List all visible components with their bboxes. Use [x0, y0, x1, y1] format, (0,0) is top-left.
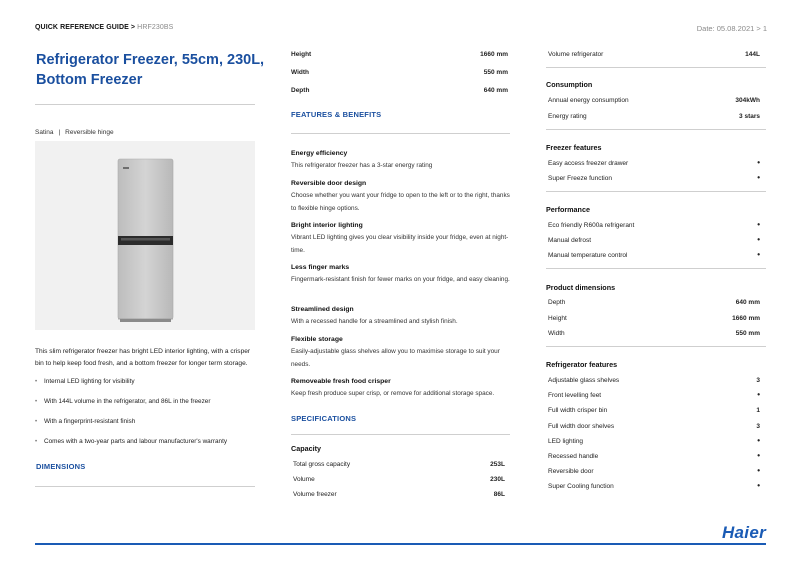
guide-label: QUICK REFERENCE GUIDE >	[35, 24, 136, 31]
spec-value: 640 mm	[483, 87, 508, 94]
table-row	[548, 237, 760, 244]
spec-label: Annual energy consumption	[548, 97, 629, 104]
table-row	[293, 461, 505, 468]
spec-label: Height	[548, 315, 567, 322]
consumption-heading: Consumption	[546, 80, 593, 89]
spec-value: •	[757, 235, 760, 244]
key-points-list	[35, 376, 257, 456]
feature-title: Streamlined design	[291, 306, 354, 313]
spec-label: Height	[291, 51, 312, 58]
feature-text: Choose whether you want your fridge to open to the left or to the right, thanks to flexible hinge options.	[291, 192, 510, 212]
spec-label: Super Freeze function	[548, 175, 612, 182]
feature-crisper	[291, 376, 511, 400]
table-row	[293, 476, 505, 483]
table-row	[548, 453, 760, 460]
table-row	[548, 407, 760, 414]
spec-label: Full width door shelves	[548, 423, 615, 430]
tag-finish: Satina	[35, 129, 54, 136]
feature-streamlined-design	[291, 304, 511, 328]
spec-label: Eco friendly R600a refrigerant	[548, 222, 635, 229]
table-row	[548, 175, 760, 182]
spec-value: 3	[756, 377, 760, 384]
spec-label: Easy access freezer drawer	[548, 160, 629, 167]
spec-label: Volume	[293, 476, 315, 483]
list-item: • Comes with a two-year parts and labour manufacturer's warranty	[35, 436, 257, 456]
table-row	[548, 113, 760, 120]
feature-text: Fingermark-resistant finish for fewer marks on your fridge, and easy cleaning.	[291, 276, 510, 283]
features-heading: FEATURES & BENEFITS	[291, 110, 382, 119]
table-row	[548, 51, 760, 58]
spec-value: 253L	[490, 461, 505, 468]
spec-value: 144L	[745, 51, 760, 58]
spec-label: Manual temperature control	[548, 252, 628, 259]
spec-label: Volume refrigerator	[548, 51, 604, 58]
list-item: • Internal LED lighting for visibility	[35, 376, 257, 396]
tag-hinge: Reversible hinge	[65, 129, 114, 136]
divider	[291, 133, 510, 134]
table-row	[548, 222, 760, 229]
fridge-freezer-image	[35, 141, 255, 330]
table-row	[548, 423, 760, 430]
feature-finger-marks	[291, 262, 511, 286]
divider	[546, 191, 766, 192]
spec-value: •	[757, 220, 760, 229]
spec-label: Super Cooling function	[548, 483, 614, 490]
spec-value: 3 stars	[739, 113, 760, 120]
page-title: Refrigerator Freezer, 55cm, 230L, Bottom Freezer	[36, 52, 265, 88]
breadcrumb	[35, 24, 173, 31]
product-dimensions-heading: Product dimensions	[546, 283, 616, 292]
feature-energy-efficiency	[291, 148, 511, 172]
spec-value: 640 mm	[735, 299, 760, 306]
spec-label: Depth	[548, 299, 566, 306]
spec-label: Front levelling feet	[548, 392, 602, 399]
spec-label: Recessed handle	[548, 453, 599, 460]
spec-value: 230L	[490, 476, 505, 483]
spec-label: Width	[291, 69, 309, 76]
capacity-heading: Capacity	[291, 444, 321, 453]
spec-value: •	[757, 158, 760, 167]
spec-value: 550 mm	[735, 330, 760, 337]
list-item: • With 144L volume in the refrigerator, and 86L in the freezer	[35, 396, 257, 416]
spec-value: •	[757, 436, 760, 445]
feature-title: Flexible storage	[291, 336, 343, 343]
spec-value: •	[757, 390, 760, 399]
spec-value: 550 mm	[483, 69, 508, 76]
feature-title: Reversible door design	[291, 180, 367, 187]
table-row	[548, 315, 760, 322]
table-row	[548, 160, 760, 167]
feature-flexible-storage	[291, 334, 511, 371]
spec-label: Volume freezer	[293, 491, 337, 498]
divider	[291, 434, 510, 435]
spec-value: •	[757, 466, 760, 475]
model-code: HRF230BS	[137, 24, 174, 31]
feature-text: This refrigerator freezer has a 3-star energy rating	[291, 162, 433, 169]
spec-label: Full width crisper bin	[548, 407, 608, 414]
table-row	[548, 330, 760, 337]
feature-title: Energy efficiency	[291, 150, 348, 157]
spec-value: •	[757, 173, 760, 182]
divider	[546, 67, 766, 68]
product-tags	[35, 129, 114, 136]
divider	[546, 346, 766, 347]
divider	[546, 268, 766, 269]
table-row	[548, 483, 760, 490]
feature-text: With a recessed handle for a streamlined and stylish finish.	[291, 318, 458, 325]
spec-value: •	[757, 481, 760, 490]
spec-label: Depth	[291, 87, 310, 94]
performance-heading: Performance	[546, 205, 590, 214]
feature-title: Bright interior lighting	[291, 222, 363, 229]
specifications-heading: SPECIFICATIONS	[291, 414, 357, 423]
spec-value: 304kWh	[735, 97, 760, 104]
divider	[35, 104, 255, 105]
spec-row-depth	[291, 87, 508, 94]
brand-logo: Haier	[721, 523, 766, 542]
spec-value: •	[757, 250, 760, 259]
divider	[35, 486, 255, 487]
spec-value: 1660 mm	[732, 315, 760, 322]
spec-label: Manual defrost	[548, 237, 591, 244]
spec-label: Adjustable glass shelves	[548, 377, 620, 384]
spec-value: 86L	[493, 491, 505, 498]
spec-label: Total gross capacity	[293, 461, 351, 468]
feature-interior-lighting	[291, 220, 511, 257]
product-description: This slim refrigerator freezer has bright LED interior lighting, with a crisper bin to help keep food fresh, and a bottom freezer for longer term storage.	[35, 348, 251, 367]
spec-row-width	[291, 69, 508, 76]
tag-separator: |	[58, 129, 61, 136]
list-item: • With a fingerprint-resistant finish	[35, 416, 257, 436]
table-row	[548, 97, 760, 104]
divider	[546, 129, 766, 130]
table-row	[293, 491, 505, 498]
refrigerator-features-heading: Refrigerator features	[546, 360, 618, 369]
table-row	[548, 377, 760, 384]
spec-value: 1660 mm	[480, 51, 508, 58]
spec-label: Width	[548, 330, 565, 337]
date-page: Date: 05.08.2021 > 1	[696, 24, 767, 33]
spec-label: LED lighting	[548, 438, 584, 445]
spec-value: 1	[756, 407, 760, 414]
feature-reversible-door	[291, 178, 511, 215]
spec-row-height	[291, 51, 508, 58]
spec-label: Energy rating	[548, 113, 587, 120]
table-row	[548, 392, 760, 399]
table-row	[548, 468, 760, 475]
spec-value: •	[757, 451, 760, 460]
feature-title: Removeable fresh food crisper	[291, 378, 391, 385]
footer-rule	[35, 543, 766, 545]
feature-text: Vibrant LED lighting gives you clear visibility inside your fridge, even at night-time.	[291, 234, 509, 254]
freezer-features-heading: Freezer features	[546, 143, 602, 152]
feature-title: Less finger marks	[291, 264, 350, 271]
table-row	[548, 299, 760, 306]
product-image	[35, 141, 255, 330]
spec-value: 3	[756, 423, 760, 430]
feature-text: Keep fresh produce super crisp, or remove for additional storage space.	[291, 390, 495, 397]
table-row	[548, 438, 760, 445]
dimensions-heading: DIMENSIONS	[36, 462, 86, 471]
feature-text: Easily-adjustable glass shelves allow you to maximise storage to suit your needs.	[291, 348, 500, 368]
table-row	[548, 252, 760, 259]
spec-label: Reversible door	[548, 468, 594, 475]
